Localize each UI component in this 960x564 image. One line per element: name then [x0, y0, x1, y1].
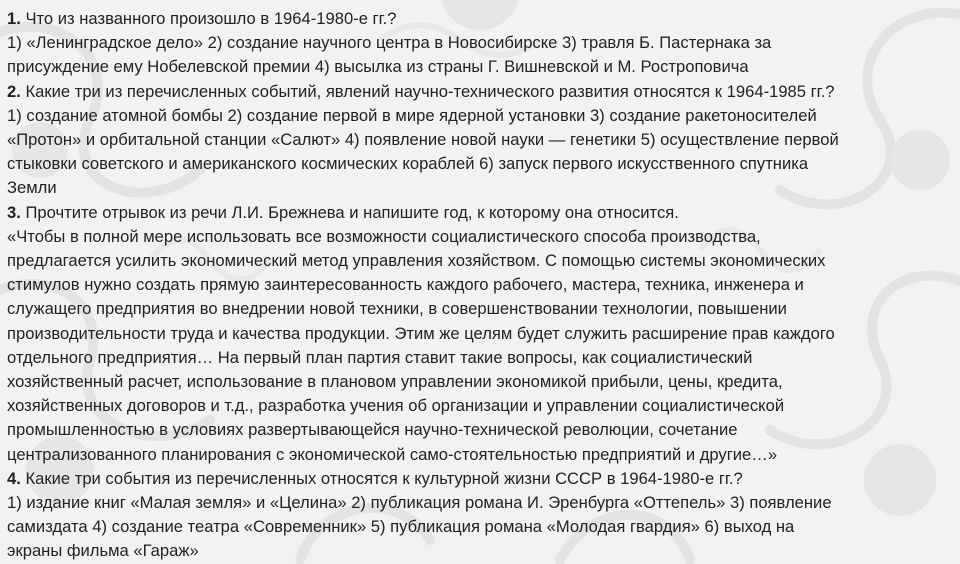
question-text: Какие три из перечисленных событий, явлений научно-технического развития относятся к 1964-1985 гг.? — [20, 81, 835, 101]
text-line: стимулов нужно создать прямую заинтересованность каждого рабочего, мастера, техника, инженера и — [7, 275, 804, 295]
text-line: Земли — [7, 178, 57, 198]
text-line: хозяйственных договоров и т.д., разработка учения об организации и управлении социалистической — [7, 396, 785, 416]
question-3-heading — [7, 201, 937, 225]
text-line: предлагается усилить экономический метод управления хозяйством. С помощью системы экономических — [7, 251, 826, 271]
text-line: 1) «Ленинградское дело» 2) создание научного центра в Новосибирске 3) травля Б. Пастернака за — [7, 33, 772, 53]
text-line: самиздата 4) создание театра «Современник» 5) публикация романа «Молодая гвардия» 6) выход на — [7, 517, 795, 537]
text-line: экраны фильма «Гараж» — [7, 541, 199, 561]
questions-text — [7, 7, 937, 561]
question-number: 2. — [7, 81, 21, 101]
text-line: отдельного предприятия… На первый план партия ставит такие вопросы, как социалистический — [7, 347, 753, 367]
text-line: стыковки советского и американского космических кораблей 6) запуск первого искусственного спутника — [7, 154, 809, 174]
text-line: централизованного планирования с экономической само-стоятельностью предприятий и другие…» — [7, 444, 778, 464]
question-text: Что из названного произошло в 1964-1980-е гг.? — [20, 9, 397, 28]
text-line: промышленностью в условиях развертывающейся научно-технической революции, сочетание — [7, 420, 738, 440]
question-text: Прочтите отрывок из речи Л.И. Брежнева и напишите год, к которому она относится. — [20, 202, 679, 222]
question-text: Какие три события из перечисленных относятся к культурной жизни СССР в 1964-1980-е гг.? — [20, 468, 743, 488]
question-2-heading — [7, 80, 937, 104]
text-line: хозяйственный расчет, использование в плановом управлении экономикой прибыли, цены, кредита, — [7, 372, 783, 392]
text-line: производительности труда и качества продукции. Этим же целям будет служить расширение прав каждого — [7, 323, 835, 343]
text-line: «Протон» и орбитальной станции «Салют» 4) появление новой науки — генетики 5) осуществление первой — [7, 130, 839, 150]
text-line: служащего предприятия во внедрении новой техники, в совершенствовании технологии, повышении — [7, 299, 787, 319]
question-number: 1. — [7, 9, 21, 28]
question-4-heading — [7, 467, 937, 491]
text-line: 1) создание атомной бомбы 2) создание первой в мире ядерной установки 3) создание ракетоносителей — [7, 105, 817, 125]
question-number: 4. — [7, 468, 21, 488]
question-1-heading — [7, 7, 937, 31]
text-line: присуждение ему Нобелевской премии 4) высылка из страны Г. Вишневской и М. Ростроповича — [7, 57, 749, 77]
question-number: 3. — [7, 202, 21, 222]
text-line: «Чтобы в полной мере использовать все возможности социалистического способа производства, — [7, 226, 761, 246]
text-line: 1) издание книг «Малая земля» и «Целина» 2) публикация романа И. Эренбурга «Оттепель» 3) появление — [7, 493, 832, 513]
